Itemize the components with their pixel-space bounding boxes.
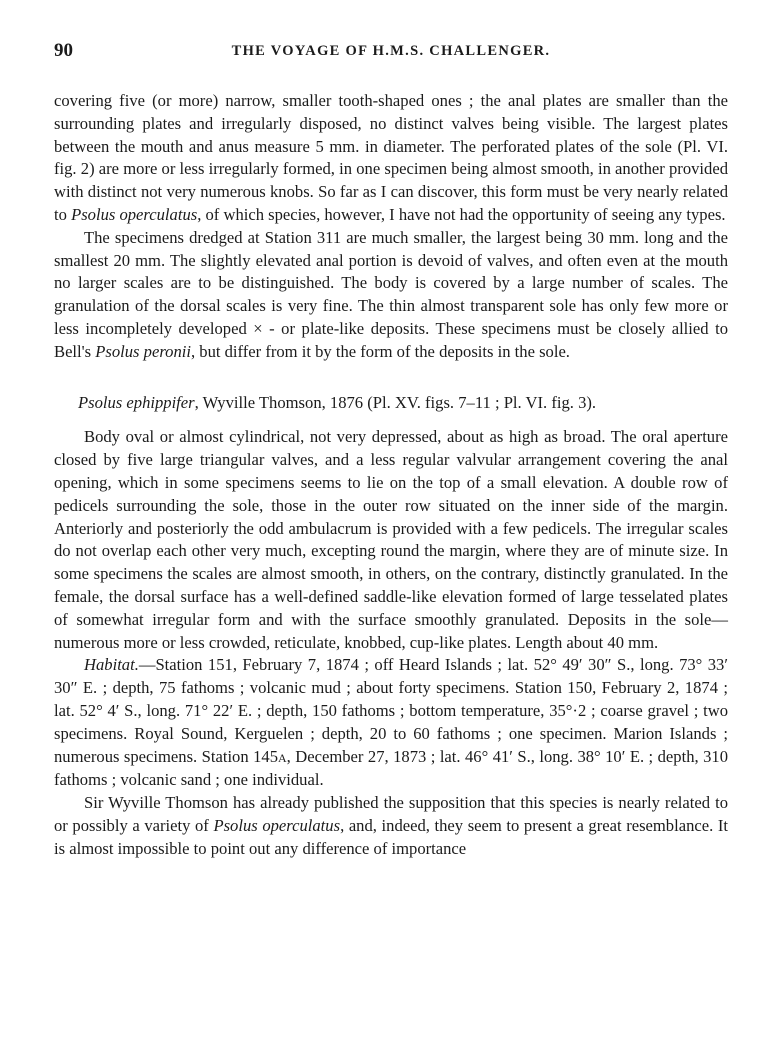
species-name-italic: Psolus peronii xyxy=(95,341,191,361)
page-header xyxy=(54,40,728,70)
page xyxy=(54,40,728,861)
paragraph-remarks xyxy=(54,792,728,860)
paragraph-text: , of which species, however, I have not had the opportunity of seeing any types. xyxy=(197,204,726,224)
paragraph-text: Body oval or almost cylindrical, not very depressed, about as high as broad. The oral aperture closed by five large triangular valves, and a less regular valvular arrangement covering the anal opening, which in some specimens seems to lie on the top of a small elevation. A double row of pedicels surrounding the sole, those in the outer row situated on the inner side of the margin. Anteriorly and posteriorly the odd ambulacrum is provided with a few pedicels. The irregular scales do not overlap each other very much, excepting round the margin, where they are of minute size. In some specimens the scales are almost smooth, in others, on the contrary, distinctly granulated. In the female, the dorsal surface has a well-defined saddle-like elevation formed of large tesselated plates of somewhat irregular form and with the surface smoothly granulated. Deposits in the sole—numerous more or less crowded, reticulate, knobbed, cup-like plates. Length about 40 mm. xyxy=(54,427,728,652)
species-name-italic: Psolus operculatus xyxy=(213,815,341,835)
paragraph-text: covering five (or more) narrow, smaller tooth-shaped ones ; the anal plates are smaller than the surrounding plates and irregularly disposed, no distinct valves being visible. The largest plates between the mouth and anus measure 5 mm. in diameter. The perforated plates of the sole (Pl. VI. fig. 2) are more or less irregularly formed, in one specimen being almost smooth, in another provided with distinct not very numerous knobs. So far as I can discover, this form must be very nearly related to xyxy=(54,91,728,224)
paragraph-continuation xyxy=(54,90,728,227)
paragraph-habitat xyxy=(54,654,728,792)
page-number: 90 xyxy=(54,40,73,61)
paragraph-text: , and, indeed, they seem to present a great resemblance. It is almost impossible to point out any difference of importance xyxy=(54,815,729,858)
paragraph-text: The specimens dredged at Station 311 are much smaller, the largest being 30 mm. long and the smallest 20 mm. The slightly elevated anal portion is devoid of valves, and often even at the mouth no larger scales are to be distinguished. The body is covered by a large number of scales. The granulation of the dorsal scales is very fine. The thin almost transparent sole has only few more or less incompletely developed × - or plate-like deposits. These specimens must be closely allied to Bell's xyxy=(54,227,728,361)
species-heading xyxy=(54,392,728,415)
species-name-italic: Psolus operculatus xyxy=(71,204,198,224)
paragraph-text: , December 27, 1873 ; lat. 46° 41′ S., long. 38° 10′ E. ; depth, 310 fathoms ; volcanic sand ; one individual. xyxy=(54,746,728,790)
station-suffix: A xyxy=(278,750,287,765)
running-title: THE VOYAGE OF H.M.S. CHALLENGER. xyxy=(231,43,551,59)
paragraph-text: Sir Wyville Thomson has already published the supposition that this species is nearly related to or possibly a variety of xyxy=(54,793,728,835)
habitat-label: Habitat. xyxy=(84,655,139,675)
species-heading-authority: , Wyville Thomson, 1876 (Pl. XV. figs. 7–11 ; Pl. VI. fig. 3). xyxy=(194,392,597,412)
paragraph-station-311 xyxy=(54,227,728,364)
paragraph-text: —Station 151, February 7, 1874 ; off Heard Islands ; lat. 52° 49′ 30″ S., long. 73° 33′ 30″ E. ; depth, 75 fathoms ; volcanic mud ; about forty specimens. Station 150, February 2, 1874 ; lat. 52° 4′ S., long. 71° 22′ E. ; depth, 150 fathoms ; bottom temperature, 35°·2 ; coarse gravel ; two specimens. Royal Sound, Kerguelen ; depth, 20 to 60 fathoms ; one specimen. Marion Islands ; numerous specimens. Station 145 xyxy=(54,655,728,766)
species-heading-name: Psolus ephippifer xyxy=(78,392,195,412)
paragraph-text: , but differ from it by the form of the deposits in the sole. xyxy=(190,341,570,361)
paragraph-description xyxy=(54,426,728,654)
